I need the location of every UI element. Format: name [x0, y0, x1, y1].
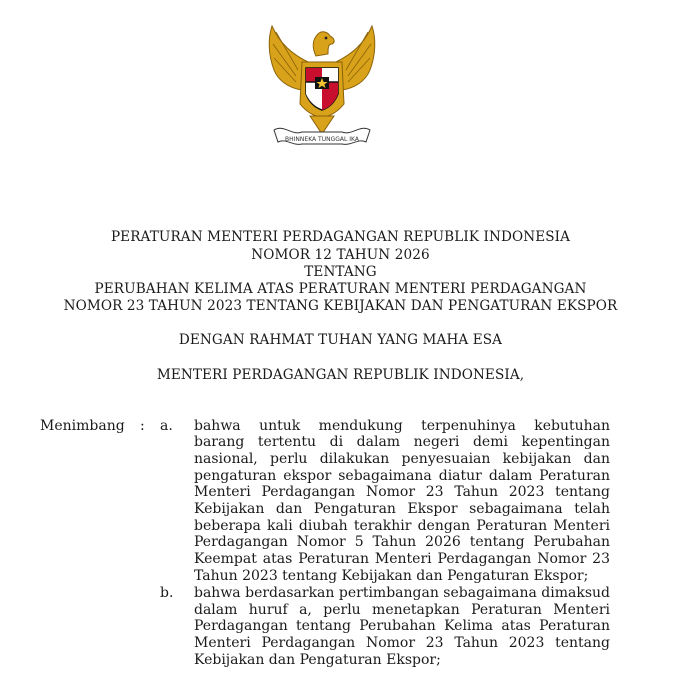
item-a-line: pengaturan ekspor sebagaimana diatur dalam Peraturan: [194, 468, 610, 484]
svg-text:BHINNEKA TUNGGAL IKA: BHINNEKA TUNGGAL IKA: [285, 136, 359, 143]
blessing-line: DENGAN RAHMAT TUHAN YANG MAHA ESA: [178, 332, 503, 348]
head: [313, 32, 334, 56]
title-line-4: PERUBAHAN KELIMA ATAS PERATURAN MENTERI PERDAGANGAN: [94, 281, 587, 297]
item-b-letter: b.: [160, 585, 174, 601]
item-a-line: nasional, perlu dilakukan penyesuaian kebijakan dan: [194, 451, 610, 467]
item-a-line: barang tertentu di dalam negeri demi kepentingan: [194, 434, 610, 450]
considering-label: Menimbang: [40, 418, 125, 434]
item-a-line: beberapa kali diubah terakhir dengan Peraturan Menteri: [194, 518, 610, 534]
item-a-letter: a.: [160, 418, 173, 434]
tail: [310, 116, 334, 134]
item-b-line: bahwa berdasarkan pertimbangan sebagaimana dimaksud: [194, 585, 611, 601]
issuer-line: MENTERI PERDAGANGAN REPUBLIK INDONESIA,: [156, 367, 525, 383]
item-a-line: Menteri Perdagangan Nomor 23 Tahun 2023 tentang: [194, 484, 610, 500]
title-line-3: TENTANG: [304, 264, 377, 280]
item-b-line: Perdagangan tentang Perubahan Kelima atas Peraturan: [194, 618, 610, 634]
garuda-pancasila-emblem: [262, 18, 382, 150]
title-line-1: PERATURAN MENTERI PERDAGANGAN REPUBLIK INDONESIA: [110, 229, 571, 245]
item-a-line: bahwa untuk mendukung terpenuhinya kebutuhan: [194, 418, 610, 434]
title-line-2: NOMOR 12 TAHUN 2026: [251, 247, 430, 263]
item-b-line: Kebijakan dan Pengaturan Ekspor;: [194, 652, 441, 668]
item-a-line: Tahun 2023 tentang Kebijakan dan Pengaturan Ekspor;: [194, 568, 589, 584]
item-a-line: Keempat atas Peraturan Menteri Perdagangan Nomor 23: [194, 551, 610, 567]
item-b-line: Menteri Perdagangan Nomor 23 Tahun 2023 tentang: [194, 635, 610, 651]
item-a-line: Kebijakan dan Pengaturan Ekspor sebagaimana telah: [194, 501, 610, 517]
considering-colon: :: [140, 418, 145, 434]
title-line-5: NOMOR 23 TAHUN 2023 TENTANG KEBIJAKAN DAN PENGATURAN EKSPOR: [63, 298, 618, 314]
item-b-line: dalam huruf a, perlu menetapkan Peraturan Menteri: [194, 602, 610, 618]
item-a-line: Perdagangan Nomor 5 Tahun 2026 tentang Perubahan: [194, 534, 610, 550]
